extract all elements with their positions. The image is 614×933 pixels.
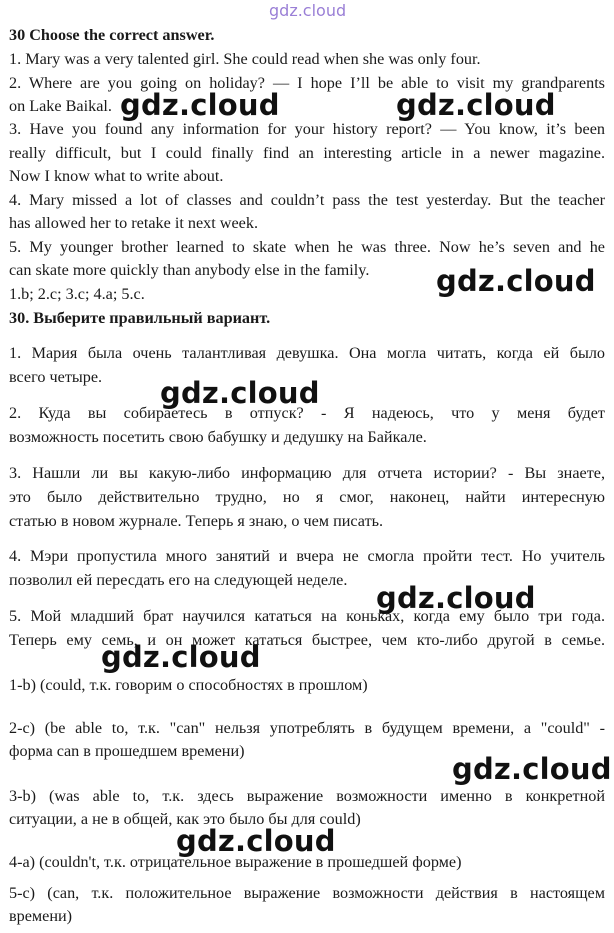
sentence-2-ru-line-2: возможность посетить свою бабушку и дедушку на Байкале.: [9, 428, 427, 446]
explanation-2-line-1: 2-c) (be able to, т.к. "can" нельзя употреблять в будущем времени, а "could" -: [9, 719, 605, 737]
sentence-5-ru-line-1: 5. Мой младший брат научился кататься на коньках, когда ему было три года.: [9, 607, 605, 625]
watermark: gdz.cloud: [436, 264, 596, 298]
sentence-4-en-line-1: 4. Mary missed a lot of classes and couldn’t pass the test yesterday. But the teacher: [9, 191, 605, 209]
explanation-3-line-1: 3-b) (was able to, т.к. здесь выражение возможности именно в конкретной: [9, 787, 605, 805]
sentence-4-en-line-2: has allowed her to retake it next week.: [9, 214, 259, 232]
sentence-3-en-line-3: Now I know what to write about.: [9, 167, 224, 185]
sentence-4-ru-line-2: позволил ей пересдать его на следующей неделе.: [9, 571, 348, 589]
sentence-1-en: 1. Mary was a very talented girl. She could read when she was only four.: [9, 50, 481, 68]
exercise-heading-en: 30 Choose the correct answer.: [9, 26, 215, 44]
sentence-3-ru-line-1: 3. Нашли ли вы какую-либо информацию для отчета истории? - Вы знаете,: [9, 464, 605, 482]
answer-key-en: 1.b; 2.c; 3.c; 4.a; 5.c.: [9, 285, 145, 303]
explanation-4: 4-a) (couldn't, т.к. отрицательное выражение в прошедшей форме): [9, 853, 462, 871]
explanation-2-line-2: форма can в прошедшем времени): [9, 742, 245, 760]
watermark: gdz.cloud: [176, 824, 336, 858]
watermark-top: gdz.cloud: [269, 1, 347, 20]
exercise-heading-ru: 30. Выберите правильный вариант.: [9, 309, 271, 327]
explanation-5-line-2: времени): [9, 907, 73, 925]
watermark: gdz.cloud: [396, 88, 556, 122]
watermark: gdz.cloud: [452, 752, 612, 786]
explanation-1: 1-b) (could, т.к. говорим о способностях в прошлом): [9, 676, 368, 694]
sentence-3-ru-line-2: это было действительно трудно, но я смог, наконец, найти интересную: [9, 488, 605, 506]
sentence-3-ru-line-3: статью в новом журнале. Теперь я знаю, о чем писать.: [9, 512, 384, 530]
sentence-1-ru-line-1: 1. Мария была очень талантливая девушка. Она могла читать, когда ей было: [9, 344, 605, 362]
explanation-5-line-1: 5-c) (can, т.к. положительное выражение возможности действия в настоящем: [9, 884, 605, 902]
sentence-3-en-line-1: 3. Have you found any information for your history report? — You know, it’s been: [9, 120, 605, 138]
watermark: gdz.cloud: [376, 581, 536, 615]
sentence-4-ru-line-1: 4. Мэри пропустила много занятий и вчера не смогла пройти тест. Но учитель: [9, 547, 605, 565]
watermark: gdz.cloud: [101, 640, 261, 674]
sentence-5-en-line-1: 5. My younger brother learned to skate when he was three. Now he’s seven and he: [9, 238, 605, 256]
sentence-3-en-line-2: really difficult, but I could finally find an interesting article in a newer magazine.: [9, 144, 605, 162]
sentence-2-en-line-1: 2. Where are you going on holiday? — I hope I’ll be able to visit my grandparents: [9, 74, 605, 92]
watermark: gdz.cloud: [160, 376, 320, 410]
sentence-2-ru-line-1: 2. Куда вы собираетесь в отпуск? - Я надеюсь, что у меня будет: [9, 404, 605, 422]
sentence-1-ru-line-2: всего четыре.: [9, 368, 103, 386]
watermark: gdz.cloud: [120, 88, 280, 122]
sentence-5-ru-line-2: Теперь ему семь, и он может кататься быстрее, чем кто-либо другой в семье.: [9, 631, 605, 649]
sentence-2-en-line-2: on Lake Baikal.: [9, 97, 112, 115]
sentence-5-en-line-2: can skate more quickly than anybody else in the family.: [9, 261, 370, 279]
explanation-3-line-2: ситуации, а не в общей, как это было бы для could): [9, 810, 361, 828]
